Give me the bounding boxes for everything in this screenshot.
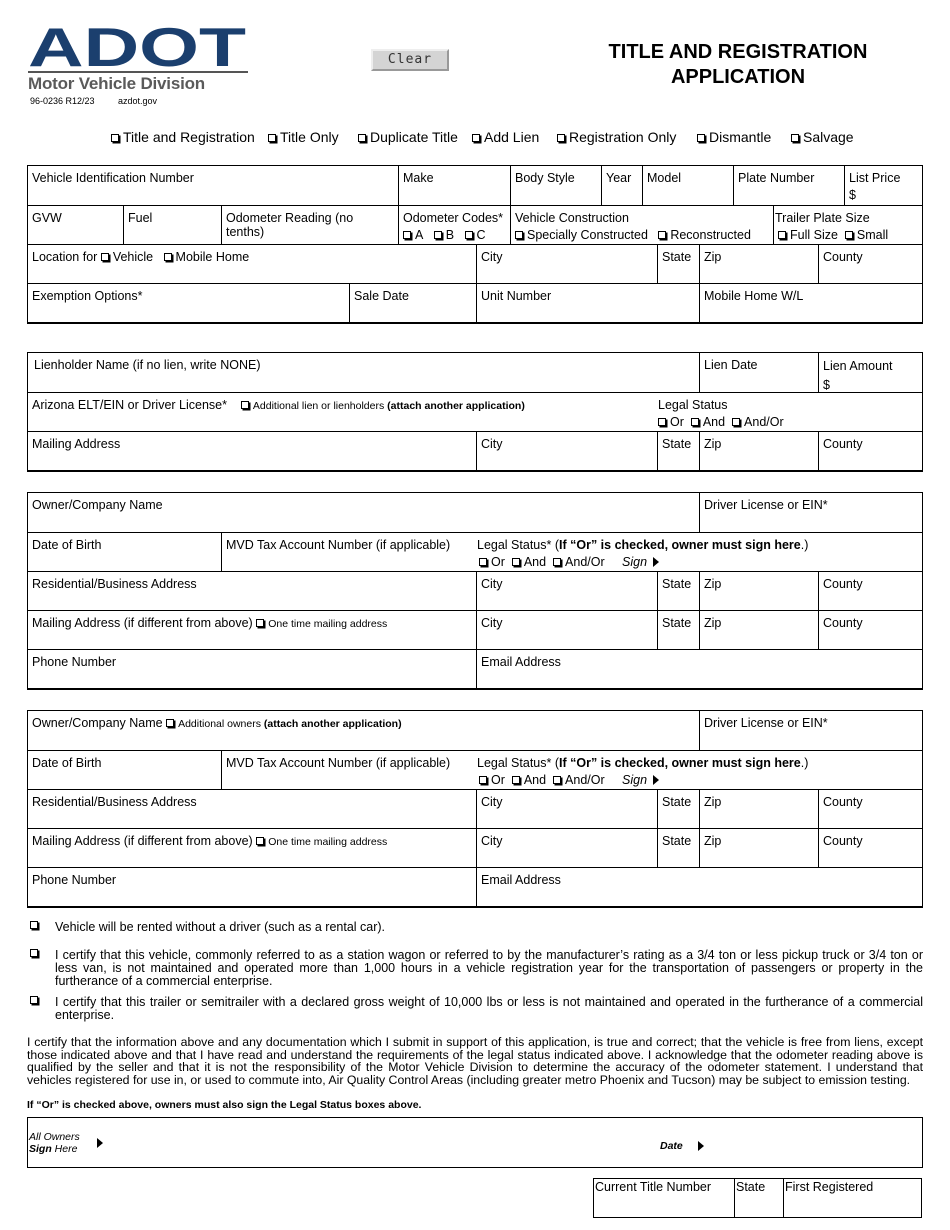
arrow-right-icon — [97, 1138, 103, 1148]
small-option[interactable] — [845, 228, 888, 242]
additional-owners-option[interactable] — [166, 718, 402, 730]
field-label: City — [481, 437, 503, 451]
owner1-mail-county-field[interactable] — [818, 611, 922, 649]
field-label: Lien Amount — [823, 359, 893, 373]
type-label: Title Only — [280, 129, 339, 145]
sign-label: Sign — [29, 1143, 52, 1155]
field-label: Arizona ELT/EIN or Driver License* — [32, 398, 227, 412]
additional-lien-option[interactable] — [241, 400, 525, 412]
option-label: Mobile Home — [175, 250, 250, 264]
option-label: Additional lien or lienholders — [252, 400, 385, 412]
owner1-driver-license-field[interactable] — [699, 493, 922, 532]
field-label: Plate Number — [738, 171, 815, 185]
type-label: Registration Only — [569, 129, 677, 145]
sale-date-field[interactable] — [349, 284, 476, 322]
checkbox-icon[interactable] — [358, 134, 366, 142]
owner1-or-option[interactable] — [479, 555, 505, 569]
field-label: Body Style — [515, 171, 575, 185]
location-city-field[interactable] — [476, 245, 657, 283]
bottom-state-field[interactable] — [734, 1179, 783, 1217]
arrow-right-icon — [653, 775, 659, 785]
field-label: Date of Birth — [32, 538, 102, 552]
owner1-name-field[interactable] — [28, 493, 699, 532]
field-label: City — [481, 834, 503, 848]
gvw-field[interactable] — [28, 206, 123, 244]
specially-constructed-option[interactable] — [515, 228, 648, 242]
legal-status-label — [477, 756, 808, 770]
field-label: Vehicle Construction — [515, 211, 629, 225]
field-label: MVD Tax Account Number (if applicable) — [226, 538, 451, 552]
logo-text: ADOT — [28, 24, 246, 70]
field-label: County — [823, 250, 863, 264]
checkbox-icon[interactable] — [472, 134, 480, 142]
field-label: Trailer Plate Size — [775, 211, 870, 225]
option-label: B — [445, 228, 455, 242]
sign-label: Sign — [622, 555, 648, 569]
vin-field[interactable] — [28, 166, 398, 205]
checkbox-icon[interactable] — [111, 134, 119, 142]
field-label: Legal Status — [658, 398, 728, 412]
field-label: County — [823, 437, 863, 451]
field-label: Odometer Reading (no tenths) — [226, 211, 354, 239]
field-label: Location for — [32, 250, 98, 264]
owner1-phone-field[interactable] — [28, 650, 476, 688]
mobile-home-wl-field[interactable] — [699, 284, 922, 322]
lien-city-field[interactable] — [476, 432, 657, 470]
odometer-reading-field[interactable] — [221, 206, 398, 244]
checkbox-icon[interactable] — [166, 719, 174, 727]
exemption-options-field[interactable] — [28, 284, 349, 322]
cert-station-wagon — [30, 949, 923, 988]
owner1-residential-field[interactable] — [28, 572, 476, 610]
owner2-legal-status-field — [476, 751, 922, 789]
owner2-phone-field[interactable] — [28, 868, 476, 906]
option-label: Small — [856, 228, 889, 242]
all-owners-label: All Owners — [29, 1131, 80, 1143]
location-county-field[interactable] — [818, 245, 922, 283]
field-label: County — [823, 795, 863, 809]
type-label: Title and Registration — [123, 129, 255, 145]
option-label: Or — [670, 415, 684, 429]
option-label: One time mailing address — [268, 618, 388, 630]
owner2-mail-zip-field[interactable] — [699, 829, 818, 867]
field-label: Zip — [704, 577, 722, 591]
attach-note: (attach another application) — [387, 400, 525, 412]
field-label: Driver License or EIN* — [704, 498, 828, 512]
field-label: Lien Date — [704, 358, 758, 372]
option-label: And/Or — [744, 415, 784, 429]
option-label: One time mailing address — [268, 836, 388, 848]
legal-status-text: Legal Status* ( — [477, 538, 559, 552]
odometer-code-b[interactable] — [434, 228, 454, 242]
first-registered-field[interactable] — [783, 1179, 921, 1217]
title-line-1: TITLE AND REGISTRATION — [608, 41, 868, 63]
owner2-mail-state-field[interactable] — [657, 829, 699, 867]
location-zip-field[interactable] — [699, 245, 818, 283]
field-label: City — [481, 577, 503, 591]
owner2-and-or-option[interactable] — [553, 773, 605, 787]
location-for-field — [28, 245, 476, 283]
plate-number-field[interactable] — [733, 166, 844, 205]
lien-section — [27, 352, 923, 472]
checkbox-icon[interactable] — [434, 231, 442, 239]
owner-1-section — [27, 492, 923, 690]
sign-label: Sign — [622, 773, 648, 787]
type-title-only[interactable] — [268, 129, 339, 145]
owner1-mail-state-field[interactable] — [657, 611, 699, 649]
location-mobile-home-option[interactable] — [164, 250, 250, 264]
field-label: Mobile Home W/L — [704, 289, 804, 303]
office-use-box — [593, 1178, 922, 1218]
field-label: Email Address — [481, 655, 561, 669]
checkbox-icon[interactable] — [30, 921, 38, 929]
owner2-dob-field[interactable] — [28, 751, 221, 789]
adot-logo — [28, 24, 250, 94]
odometer-codes-field — [398, 206, 510, 244]
owner2-mailing-field[interactable] — [28, 829, 476, 867]
owner2-one-time-mailing-option[interactable] — [256, 836, 387, 848]
field-label: List Price — [849, 171, 901, 185]
owner1-res-state-field[interactable] — [657, 572, 699, 610]
checkbox-icon[interactable] — [101, 253, 109, 261]
checkbox-icon[interactable] — [256, 619, 264, 627]
legal-status-text: .) — [800, 756, 809, 770]
lien-county-field[interactable] — [818, 432, 922, 470]
trailer-plate-size-field — [773, 206, 922, 244]
option-label: Reconstructed — [670, 228, 751, 242]
owner2-email-field[interactable] — [476, 868, 922, 906]
checkbox-icon[interactable] — [515, 231, 523, 239]
field-label: Owner/Company Name — [32, 498, 163, 512]
owner1-res-city-field[interactable] — [476, 572, 657, 610]
field-label: State — [662, 834, 692, 848]
checkbox-icon[interactable] — [479, 776, 487, 784]
field-label: Residential/Business Address — [32, 795, 197, 809]
year-field[interactable] — [601, 166, 642, 205]
field-label: Sale Date — [354, 289, 409, 303]
field-label: Fuel — [128, 211, 153, 225]
type-label: Duplicate Title — [370, 129, 458, 145]
website: azdot.gov — [118, 96, 158, 106]
checkbox-icon[interactable] — [512, 558, 520, 566]
legal-status-text: ” is checked, owner must sign here — [590, 538, 801, 552]
field-label: Phone Number — [32, 655, 117, 669]
legal-status-text: .) — [800, 538, 809, 552]
body-style-field[interactable] — [510, 166, 601, 205]
field-label: Make — [403, 171, 434, 185]
field-label: Vehicle Identification Number — [32, 171, 194, 185]
field-label: Mailing Address (if different from above) — [32, 616, 253, 630]
checkbox-icon[interactable] — [241, 401, 249, 409]
lien-zip-field[interactable] — [699, 432, 818, 470]
owner1-mvd-tax-field[interactable] — [221, 533, 476, 571]
owner1-mail-zip-field[interactable] — [699, 611, 818, 649]
lien-or-option[interactable] — [658, 415, 684, 429]
field-label: Zip — [704, 795, 722, 809]
location-vehicle-option[interactable] — [101, 250, 153, 264]
checkbox-icon[interactable] — [732, 418, 740, 426]
owner2-res-state-field[interactable] — [657, 790, 699, 828]
date-label: Date — [660, 1140, 683, 1152]
model-field[interactable] — [642, 166, 733, 205]
option-label: Specially Constructed — [527, 228, 648, 242]
checkbox-icon[interactable] — [268, 134, 276, 142]
field-label: Exemption Options* — [32, 289, 143, 303]
legal-status-text: Or — [576, 538, 591, 552]
owner2-driver-license-field[interactable] — [699, 711, 922, 750]
type-add-lien[interactable] — [472, 129, 539, 145]
type-salvage[interactable] — [791, 129, 854, 145]
field-label: Zip — [704, 250, 722, 264]
checkbox-icon[interactable] — [164, 253, 172, 261]
odometer-code-a[interactable] — [403, 228, 423, 242]
option-label: Additional owners — [178, 718, 261, 730]
dollar-sign: $ — [849, 188, 856, 202]
owner2-res-county-field[interactable] — [818, 790, 922, 828]
checkbox-icon[interactable] — [691, 418, 699, 426]
field-label: First Registered — [785, 1180, 874, 1194]
list-price-field[interactable] — [844, 166, 922, 205]
owner2-mvd-tax-field[interactable] — [221, 751, 476, 789]
owner2-mail-county-field[interactable] — [818, 829, 922, 867]
legal-status-text: ” is checked, owner must sign here — [590, 756, 801, 770]
arrow-right-icon — [698, 1141, 704, 1151]
sig-label — [29, 1131, 80, 1155]
field-label: State — [662, 795, 692, 809]
checkbox-icon[interactable] — [658, 231, 666, 239]
option-label: And — [702, 415, 726, 429]
field-label: Date of Birth — [32, 756, 102, 770]
field-label: Zip — [704, 437, 722, 451]
owner1-and-option[interactable] — [512, 555, 546, 569]
type-label: Add Lien — [484, 129, 540, 145]
type-registration-only[interactable] — [557, 129, 676, 145]
owner1-mail-city-field[interactable] — [476, 611, 657, 649]
cert-trailer — [30, 996, 923, 1022]
lien-and-or-option[interactable] — [732, 415, 784, 429]
field-label: City — [481, 250, 503, 264]
field-label: Year — [606, 171, 632, 185]
field-label: Model — [647, 171, 682, 185]
field-label: State — [662, 437, 692, 451]
checkbox-icon[interactable] — [791, 134, 799, 142]
field-label: Owner/Company Name — [32, 716, 163, 730]
checkbox-icon[interactable] — [557, 134, 565, 142]
elt-ein-field[interactable] — [28, 393, 657, 431]
option-label: Or — [491, 555, 505, 569]
checkbox-icon[interactable] — [30, 996, 38, 1004]
full-size-option[interactable] — [778, 228, 838, 242]
odometer-code-c[interactable] — [465, 228, 486, 242]
owner1-and-or-option[interactable] — [553, 555, 605, 569]
cert-text: I certify that this vehicle, commonly referred to as a station wagon or referred to by the manufacturer’s rating as a 3/4 ton or less pickup truck or 3/4 ton or less van, is not maintained and operated more than 1,000 hours in a vehicle registration year for the transportation of passengers or property in the furtherance of a commercial enterprise. — [55, 948, 923, 988]
field-label: City — [481, 795, 503, 809]
page-title — [560, 40, 916, 90]
owner2-res-city-field[interactable] — [476, 790, 657, 828]
option-label: A — [415, 228, 424, 242]
legal-status-text: Or — [576, 756, 591, 770]
location-state-field[interactable] — [657, 245, 699, 283]
type-label: Dismantle — [709, 129, 772, 145]
option-label: And/Or — [565, 555, 605, 569]
owner2-and-option[interactable] — [512, 773, 546, 787]
attach-note: (attach another application) — [263, 718, 402, 730]
type-dismantle[interactable] — [697, 129, 771, 145]
field-label: State — [662, 616, 692, 630]
owner1-legal-status-field — [476, 533, 922, 571]
field-label: Current Title Number — [595, 1180, 712, 1194]
field-label: Zip — [704, 616, 722, 630]
cert-text: Vehicle will be rented without a driver (such as a rental car). — [55, 920, 386, 934]
fuel-field[interactable] — [123, 206, 221, 244]
checkbox-icon[interactable] — [512, 776, 520, 784]
lienholder-name-field[interactable] — [28, 353, 699, 392]
checkbox-icon[interactable] — [553, 558, 561, 566]
signature-box[interactable] — [27, 1117, 923, 1168]
owner1-res-county-field[interactable] — [818, 572, 922, 610]
field-label: Email Address — [481, 873, 561, 887]
field-label: County — [823, 616, 863, 630]
field-label: State — [662, 577, 692, 591]
legal-status-text: Legal Status* ( — [477, 756, 559, 770]
option-label: Or — [491, 773, 505, 787]
type-duplicate-title[interactable] — [358, 129, 458, 145]
adot-logo-mark — [28, 24, 248, 70]
legal-status-text: If “ — [559, 538, 577, 552]
field-label: Lienholder Name (if no lien, write NONE) — [34, 358, 261, 372]
arrow-right-icon — [653, 557, 659, 567]
logo-rule — [28, 71, 248, 73]
checkbox-icon[interactable] — [465, 231, 473, 239]
field-label: Odometer Codes* — [403, 211, 504, 225]
clear-button[interactable]: Clear — [371, 49, 449, 71]
vehicle-construction-field — [510, 206, 773, 244]
option-label: Full Size — [790, 228, 838, 242]
lien-and-option[interactable] — [691, 415, 725, 429]
here-label: Here — [54, 1143, 78, 1155]
make-field[interactable] — [398, 166, 510, 205]
cert-text: I certify that this trailer or semitrailer with a declared gross weight of 10,000 lbs or less is not maintained and operated in the furtherance of a commercial enterprise. — [55, 995, 923, 1022]
checkbox-icon[interactable] — [30, 949, 38, 957]
owner1-mailing-field[interactable] — [28, 611, 476, 649]
field-label: State — [662, 250, 692, 264]
option-label: And — [523, 555, 547, 569]
legal-status-text: If “ — [559, 756, 577, 770]
owner-2-section — [27, 710, 923, 908]
field-label: MVD Tax Account Number (if applicable) — [226, 756, 451, 770]
checkbox-icon[interactable] — [845, 231, 853, 239]
title-line-2: APPLICATION — [670, 66, 806, 88]
vehicle-section — [27, 165, 923, 324]
cert-rental — [30, 921, 923, 934]
field-label: Unit Number — [481, 289, 552, 303]
dollar-sign: $ — [823, 378, 830, 392]
field-label: Residential/Business Address — [32, 577, 197, 591]
lien-amount-field[interactable] — [818, 353, 922, 392]
lien-mailing-address-field[interactable] — [28, 432, 476, 470]
owner1-one-time-mailing-option[interactable] — [256, 618, 387, 630]
form-number: 96-0236 R12/23 — [30, 96, 95, 106]
checkbox-icon[interactable] — [256, 837, 264, 845]
owner2-or-option[interactable] — [479, 773, 505, 787]
owner2-mail-city-field[interactable] — [476, 829, 657, 867]
option-label: Vehicle — [112, 250, 154, 264]
checkbox-icon[interactable] — [403, 231, 411, 239]
field-label: County — [823, 834, 863, 848]
field-label: Driver License or EIN* — [704, 716, 828, 730]
field-label: City — [481, 616, 503, 630]
division-name: Motor Vehicle Division — [28, 74, 205, 93]
lien-state-field[interactable] — [657, 432, 699, 470]
owner2-res-zip-field[interactable] — [699, 790, 818, 828]
type-label: Salvage — [803, 129, 854, 145]
lien-date-field[interactable] — [699, 353, 818, 392]
field-label: County — [823, 577, 863, 591]
option-label: C — [476, 228, 486, 242]
checkbox-icon[interactable] — [553, 776, 561, 784]
owner2-name-field[interactable] — [28, 711, 699, 750]
type-title-registration[interactable] — [111, 129, 255, 145]
owner1-dob-field[interactable] — [28, 533, 221, 571]
checkbox-icon[interactable] — [778, 231, 786, 239]
field-label: Mailing Address (if different from above) — [32, 834, 253, 848]
checkbox-icon[interactable] — [479, 558, 487, 566]
current-title-number-field[interactable] — [594, 1179, 734, 1217]
field-label: State — [736, 1180, 766, 1194]
option-label: And — [523, 773, 547, 787]
legal-status-label — [477, 538, 808, 552]
unit-number-field[interactable] — [476, 284, 699, 322]
certification-statement: I certify that the information above and any documentation which I submit in support of this application, is true and correct; that the vehicle is free from liens, except those indicated above and that I have read and understand the requirements of the legal status indicated above. I acknowledge that the odometer reading above is qualified by the seller and that it is not the responsibility of the Motor Vehicle Division to determine the accuracy of the odometer statement. I understand that vehicles registered for use in, or used to commute into, Air Quality Control Areas (including greater metro Phoenix and Tucson) may be subject to emission testing. — [27, 1035, 923, 1087]
checkbox-icon[interactable] — [658, 418, 666, 426]
field-label: Phone Number — [32, 873, 117, 887]
checkbox-icon[interactable] — [697, 134, 705, 142]
lien-legal-status-field — [657, 393, 922, 431]
field-label: GVW — [32, 211, 62, 225]
field-label: Zip — [704, 834, 722, 848]
field-label: Mailing Address — [32, 437, 121, 451]
legal-status-note: If “Or” is checked above, owners must also sign the Legal Status boxes above. — [27, 1099, 422, 1111]
owner1-email-field[interactable] — [476, 650, 922, 688]
owner1-res-zip-field[interactable] — [699, 572, 818, 610]
option-label: And/Or — [565, 773, 605, 787]
reconstructed-option[interactable] — [658, 228, 751, 242]
owner2-residential-field[interactable] — [28, 790, 476, 828]
